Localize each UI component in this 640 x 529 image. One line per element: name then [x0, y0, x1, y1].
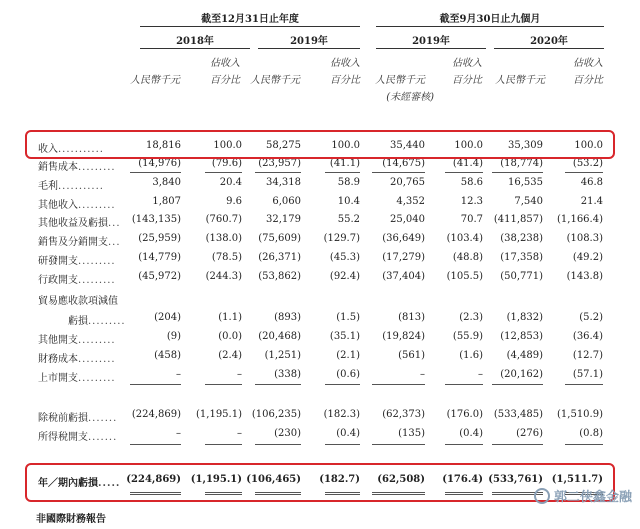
cell-value: 16,535: [508, 177, 543, 188]
row-label-text: 除稅前虧損: [38, 413, 88, 424]
cell-value: (62,508): [377, 474, 425, 485]
row-label: [38, 331, 116, 346]
cell-value: (533,761): [488, 474, 543, 485]
row-label-text: 研發開支: [38, 256, 78, 267]
pct-header-2a: 佔收入: [330, 58, 360, 69]
cell-value: (79.6): [211, 158, 242, 169]
cell-value: 7,540: [514, 196, 543, 207]
subtotal-rule: [205, 172, 242, 173]
row-leader-dots: .........: [78, 256, 116, 267]
row-label-text: 所得稅開支: [38, 432, 88, 443]
row-leader-dots: ...........: [58, 144, 104, 155]
cell-value: –: [420, 369, 425, 380]
cell-value: (2.3): [459, 312, 483, 323]
cell-value: (0.8): [579, 428, 603, 439]
subtotal-rule: [445, 444, 483, 445]
row-leader-dots: .........: [78, 335, 116, 346]
cell-value: (53.2): [572, 158, 603, 169]
cell-value: (36,649): [382, 233, 425, 244]
cell-value: (20,468): [258, 331, 301, 342]
cell-value: (78.5): [211, 252, 242, 263]
cell-value: 70.7: [460, 214, 483, 225]
table-row: [0, 174, 640, 192]
cell-value: –: [237, 428, 242, 439]
cell-value: (533,485): [493, 409, 543, 420]
cell-value: –: [176, 428, 181, 439]
subtotal-rule: [565, 384, 603, 385]
cell-value: (411,857): [493, 214, 543, 225]
cell-value: (26,371): [258, 252, 301, 263]
row-leader-dots: .........: [78, 354, 116, 365]
subtotal-rule: [445, 384, 483, 385]
cell-value: 46.8: [580, 177, 603, 188]
cell-value: (41.4): [452, 158, 483, 169]
unit-header-rmb-1: 人民幣千元: [130, 75, 180, 86]
table-row: [0, 249, 640, 267]
pct-header-4b: 百分比: [573, 75, 603, 86]
loss-highlight-box: [25, 463, 615, 502]
row-label: [38, 233, 121, 248]
cell-value: (14,675): [382, 158, 425, 169]
subtotal-rule: [372, 444, 425, 445]
row-leader-dots: ...........: [58, 181, 104, 192]
cell-value: 100.0: [454, 140, 483, 151]
pct-header-4a: 佔收入: [573, 58, 603, 69]
cell-value: (1.1): [218, 312, 242, 323]
group-rule-1: [140, 26, 360, 27]
subtotal-rule: [325, 384, 360, 385]
watermark-text: 郭二侠鑫金融: [553, 490, 632, 505]
row-label-text: 年／期內虧損: [38, 478, 98, 489]
cell-value: –: [237, 369, 242, 380]
row-leader-dots: .........: [78, 275, 116, 286]
cell-value: 10.4: [337, 196, 360, 207]
year-header-2019-annual: 2019年: [290, 36, 328, 47]
pct-header-3b: 百分比: [452, 75, 482, 86]
cell-value: (135): [398, 428, 425, 439]
cell-value: (48.8): [452, 252, 483, 263]
cell-value: (106,465): [246, 474, 301, 485]
row-label-text: 銷售成本: [38, 162, 78, 173]
cell-value: 34,318: [266, 177, 301, 188]
unit-header-rmb-3: 人民幣千元: [375, 75, 425, 86]
year-rule-1: [140, 48, 250, 49]
unaudited-label: (未經審核): [386, 92, 434, 103]
cell-value: 55.2: [337, 214, 360, 225]
cell-value: (4,489): [506, 350, 543, 361]
cell-value: (1,195.1): [190, 474, 242, 485]
cell-value: (1,195.1): [196, 409, 242, 420]
table-row: [0, 406, 640, 424]
table-row: [0, 230, 640, 248]
cell-value: (1.6): [459, 350, 483, 361]
cell-value: (0.6): [336, 369, 360, 380]
row-label: [38, 428, 117, 443]
cell-value: 1,807: [152, 196, 181, 207]
row-label: [38, 177, 104, 192]
footer-heading: 非國際財務報告: [36, 514, 106, 525]
cell-value: (53,862): [258, 271, 301, 282]
year-rule-4: [494, 48, 604, 49]
row-leader-dots: ...: [108, 237, 121, 248]
table-row: [0, 347, 640, 365]
year-rule-2: [258, 48, 360, 49]
cell-value: (182.3): [323, 409, 360, 420]
cell-value: 20.4: [219, 177, 242, 188]
row-label: [38, 158, 116, 173]
cell-value: (1,251): [264, 350, 301, 361]
cell-value: 35,309: [508, 140, 543, 151]
cell-value: (55.9): [452, 331, 483, 342]
cell-value: 4,352: [396, 196, 425, 207]
table-row: [0, 268, 640, 286]
cell-value: (12,853): [500, 331, 543, 342]
table-row: [0, 211, 640, 229]
unit-header-rmb-4: 人民幣千元: [495, 75, 545, 86]
cell-value: (1.5): [336, 312, 360, 323]
cell-value: (75,609): [258, 233, 301, 244]
cell-value: (49.2): [572, 252, 603, 263]
cell-value: (1,510.9): [557, 409, 603, 420]
cell-value: 32,179: [266, 214, 301, 225]
cell-value: (19,824): [382, 331, 425, 342]
cell-value: 21.4: [580, 196, 603, 207]
cell-value: (45,972): [138, 271, 181, 282]
cell-value: (14,779): [138, 252, 181, 263]
cell-value: (813): [398, 312, 425, 323]
cell-value: (143,135): [131, 214, 181, 225]
cell-value: (36.4): [572, 331, 603, 342]
row-label: [38, 409, 117, 424]
cell-value: (18,774): [500, 158, 543, 169]
cell-value: 35,440: [390, 140, 425, 151]
cell-value: (23,957): [258, 158, 301, 169]
cell-value: (2.1): [336, 350, 360, 361]
subtotal-rule: [565, 172, 603, 173]
cell-value: (224,869): [131, 409, 181, 420]
row-label-text: 財務成本: [38, 354, 78, 365]
row-label: [38, 196, 116, 211]
cell-value: (338): [274, 369, 301, 380]
subtotal-rule: [325, 172, 360, 173]
row-label: [38, 214, 121, 229]
cell-value: 12.3: [460, 196, 483, 207]
row-leader-dots: .......: [88, 432, 118, 443]
cell-value: (14,976): [138, 158, 181, 169]
cell-value: (204): [154, 312, 181, 323]
subtotal-rule: [492, 444, 543, 445]
cell-value: 9.6: [226, 196, 242, 207]
cell-value: (62,373): [382, 409, 425, 420]
cell-value: (458): [154, 350, 181, 361]
row-leader-dots: .........: [78, 200, 116, 211]
row-label-text: 其他開支: [38, 335, 78, 346]
cell-value: 100.0: [574, 140, 603, 151]
pct-header-2b: 百分比: [330, 75, 360, 86]
subtotal-rule: [565, 444, 603, 445]
row-leader-dots: .........: [88, 316, 126, 327]
row-leader-dots: .......: [88, 413, 118, 424]
cell-value: 6,060: [272, 196, 301, 207]
row-label-text: 收入: [38, 144, 58, 155]
cell-value: (17,358): [500, 252, 543, 263]
cell-value: 3,840: [152, 177, 181, 188]
cell-value: (561): [398, 350, 425, 361]
table-row: [0, 366, 640, 384]
cell-value: (57.1): [572, 369, 603, 380]
cell-value: (37,404): [382, 271, 425, 282]
pct-header-1a: 佔收入: [210, 58, 240, 69]
cell-value: (1,832): [506, 312, 543, 323]
subtotal-rule: [205, 384, 242, 385]
subtotal-rule: [325, 444, 360, 445]
subtotal-rule: [255, 444, 301, 445]
row-leader-dots: ...: [108, 218, 121, 229]
cell-value: (182.7): [319, 474, 360, 485]
cell-value: (103.4): [446, 233, 483, 244]
cell-value: 25,040: [390, 214, 425, 225]
row-leader-dots: .........: [78, 373, 116, 384]
group-rule-2: [376, 26, 604, 27]
cell-value: (108.3): [566, 233, 603, 244]
cell-value: (0.0): [218, 331, 242, 342]
cell-value: (0.4): [336, 428, 360, 439]
row-label: [38, 350, 116, 365]
group-header-year-ended: 截至12月31日止年度: [201, 14, 299, 25]
cell-value: (38,238): [500, 233, 543, 244]
cell-value: (224,869): [126, 474, 181, 485]
row-label-text: 其他收入: [38, 200, 78, 211]
cell-value: (129.7): [323, 233, 360, 244]
cell-value: (9): [166, 331, 181, 342]
cell-value: (25,959): [138, 233, 181, 244]
cell-value: (17,279): [382, 252, 425, 263]
row-label-text: 虧損: [68, 316, 88, 327]
cell-value: 58.9: [337, 177, 360, 188]
subtotal-rule: [130, 384, 181, 385]
cell-value: (92.4): [329, 271, 360, 282]
pct-header-3a: 佔收入: [452, 58, 482, 69]
cell-value: (138.0): [205, 233, 242, 244]
cell-value: (143.8): [566, 271, 603, 282]
cell-value: (41.1): [329, 158, 360, 169]
cell-value: (1,511.7): [551, 474, 603, 485]
row-label-text: 行政開支: [38, 275, 78, 286]
subtotal-rule: [492, 172, 543, 173]
subtotal-rule: [492, 384, 543, 385]
cell-value: (45.3): [329, 252, 360, 263]
year-rule-3: [376, 48, 486, 49]
cell-value: (176.4): [442, 474, 483, 485]
row-label-text: 貿易應收款項減值: [38, 296, 118, 307]
subtotal-rule: [130, 172, 181, 173]
cell-value: 18,816: [146, 140, 181, 151]
cell-value: –: [478, 369, 483, 380]
subtotal-rule: [255, 172, 301, 173]
table-row: [0, 328, 640, 346]
subtotal-rule: [372, 384, 425, 385]
cell-value: (244.3): [205, 271, 242, 282]
cell-value: (276): [516, 428, 543, 439]
year-header-2020: 2020年: [530, 36, 568, 47]
subtotal-rule: [372, 172, 425, 173]
cell-value: (35.1): [329, 331, 360, 342]
cell-value: 58,275: [266, 140, 301, 151]
pct-header-1b: 百分比: [210, 75, 240, 86]
row-label: [68, 312, 126, 327]
subtotal-rule: [130, 444, 181, 445]
cell-value: –: [176, 369, 181, 380]
cell-value: (893): [274, 312, 301, 323]
watermark: [534, 486, 632, 505]
table-row: [0, 425, 640, 443]
cell-value: (50,771): [500, 271, 543, 282]
cell-value: (1,166.4): [557, 214, 603, 225]
cell-value: 20,765: [390, 177, 425, 188]
row-label: [38, 369, 116, 384]
cell-value: (12.7): [572, 350, 603, 361]
row-label: [38, 271, 116, 286]
unit-header-rmb-2: 人民幣千元: [250, 75, 300, 86]
row-label-text: 其他收益及虧損: [38, 218, 108, 229]
cell-value: (106,235): [251, 409, 301, 420]
cell-value: (2.4): [218, 350, 242, 361]
cell-value: 58.6: [460, 177, 483, 188]
row-label-text: 銷售及分銷開支: [38, 237, 108, 248]
cell-value: (105.5): [446, 271, 483, 282]
row-label: [38, 252, 116, 267]
subtotal-rule: [255, 384, 301, 385]
group-header-nine-months: 截至9月30日止九個月: [439, 14, 541, 25]
cell-value: (0.4): [459, 428, 483, 439]
cell-value: (176.0): [446, 409, 483, 420]
cell-value: (230): [274, 428, 301, 439]
cell-value: 100.0: [331, 140, 360, 151]
row-label: [38, 292, 118, 307]
table-row: [0, 193, 640, 211]
year-header-2018: 2018年: [176, 36, 214, 47]
year-header-2019-nine-months: 2019年: [412, 36, 450, 47]
wechat-icon: [534, 488, 550, 504]
table-row: [0, 309, 640, 327]
revenue-highlight-box: [25, 130, 615, 159]
row-leader-dots: .........: [78, 162, 116, 173]
row-leader-dots: .....: [98, 478, 121, 489]
cell-value: (5.2): [579, 312, 603, 323]
subtotal-rule: [445, 172, 483, 173]
row-label-text: 上市開支: [38, 373, 78, 384]
cell-value: (760.7): [205, 214, 242, 225]
row-label-text: 毛利: [38, 181, 58, 192]
cell-value: 100.0: [213, 140, 242, 151]
table-row: [0, 289, 640, 307]
subtotal-rule: [205, 444, 242, 445]
cell-value: (20,162): [500, 369, 543, 380]
